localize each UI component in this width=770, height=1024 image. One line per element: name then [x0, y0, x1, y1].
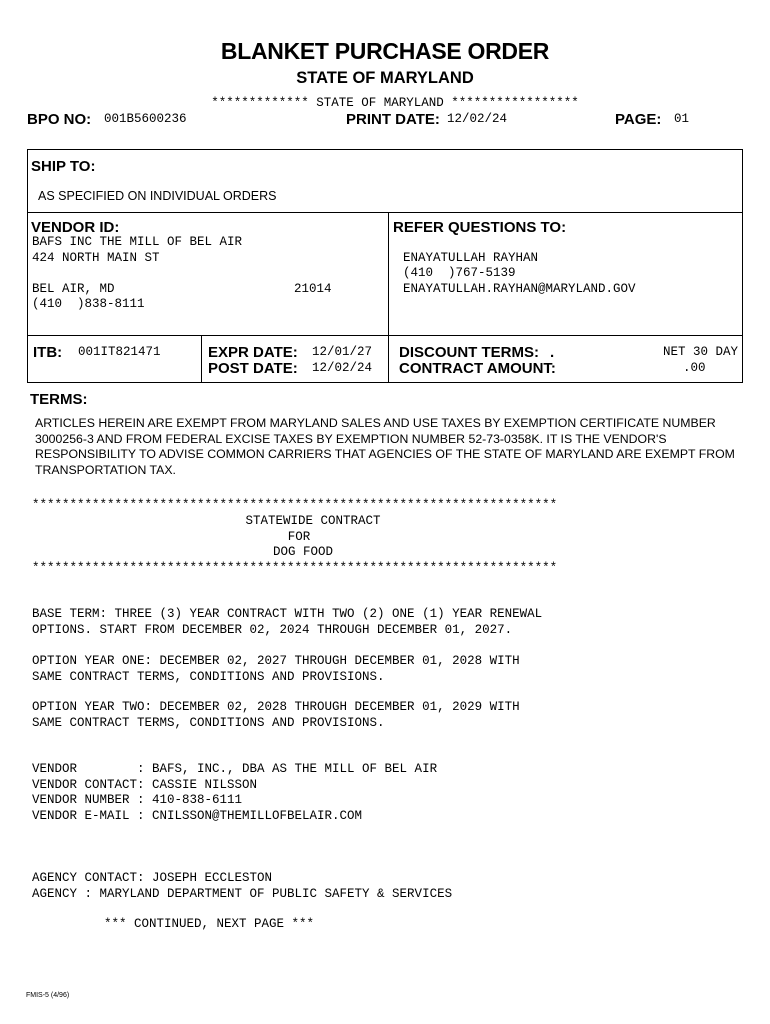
refer-questions-box: [388, 212, 743, 336]
vendor-city: BEL AIR, MD: [32, 282, 115, 296]
stars-divider-bottom: **********************************************************************: [32, 561, 558, 575]
itb-value: 001IT821471: [78, 345, 161, 359]
contract-for: FOR: [287, 530, 311, 544]
itb-box: [27, 335, 202, 383]
vendor-contact-block: VENDOR : BAFS, INC., DBA AS THE MILL OF BEL AIR VENDOR CONTACT: CASSIE NILSSON VENDOR NUMBER : 410-838-6111 VENDOR E-MAIL : CNILSSON@THEMILLOFBELAIR.COM: [32, 762, 438, 823]
discount-terms-dot: .: [550, 344, 555, 361]
stars-divider-top: **********************************************************************: [32, 498, 558, 512]
bpo-value: 001B5600236: [104, 112, 187, 126]
print-date-value: 12/02/24: [447, 112, 508, 126]
state-banner: ************* STATE OF MARYLAND *****************: [211, 96, 579, 110]
agency-contact-block: AGENCY CONTACT: JOSEPH ECCLESTON AGENCY : MARYLAND DEPARTMENT OF PUBLIC SAFETY & SERVICES: [32, 871, 453, 901]
document-subtitle: STATE OF MARYLAND: [296, 69, 474, 87]
terms-body: ARTICLES HEREIN ARE EXEMPT FROM MARYLAND SALES AND USE TAXES BY EXEMPTION CERTIFICATE NUMBER 3000256-3 AND FROM FEDERAL EXCISE TAXES BY EXEMPTION NUMBER 52-73-0358K. IT IS THE VENDOR'S RESPONSIBILITY TO ADVISE COMMON CARRIERS THAT AGENCIES OF THE STATE OF MARYLAND ARE EXEMPT FROM TRANSPORTATION TAX.: [35, 416, 735, 477]
refer-name: ENAYATULLAH RAYHAN: [403, 251, 539, 265]
dates-box: [201, 335, 389, 383]
itb-label: ITB:: [33, 344, 63, 361]
print-date-label: PRINT DATE:: [346, 111, 440, 128]
post-date-label: POST DATE:: [208, 360, 298, 377]
vendor-phone: (410 )838-8111: [32, 297, 145, 311]
form-id: FMIS-5 (4/96): [26, 992, 70, 999]
expr-date-label: EXPR DATE:: [208, 344, 298, 361]
bpo-label: BPO NO:: [27, 111, 92, 128]
contract-subject: DOG FOOD: [272, 545, 333, 559]
discount-box: [388, 335, 743, 383]
vendor-id-label: VENDOR ID:: [31, 219, 120, 236]
page-value: 01: [674, 112, 690, 126]
vendor-name: BAFS INC THE MILL OF BEL AIR: [32, 235, 243, 249]
discount-terms-label: DISCOUNT TERMS:: [399, 344, 539, 361]
vendor-street: 424 NORTH MAIN ST: [32, 251, 160, 265]
option-year-one-text: OPTION YEAR ONE: DECEMBER 02, 2027 THROUGH DECEMBER 01, 2028 WITH SAME CONTRACT TERMS, CONDITIONS AND PROVISIONS.: [32, 654, 520, 684]
refer-questions-label: REFER QUESTIONS TO:: [393, 219, 567, 236]
discount-terms-value: NET 30 DAY: [662, 345, 738, 359]
continued-notice: *** CONTINUED, NEXT PAGE ***: [104, 917, 315, 931]
expr-date-value: 12/01/27: [312, 345, 373, 359]
refer-phone: (410 )767-5139: [403, 266, 516, 280]
terms-label: TERMS:: [30, 391, 88, 408]
base-term-text: BASE TERM: THREE (3) YEAR CONTRACT WITH TWO (2) ONE (1) YEAR RENEWAL OPTIONS. START FROM DECEMBER 02, 2024 THROUGH DECEMBER 01, 2027.: [32, 607, 543, 637]
contract-title: STATEWIDE CONTRACT: [245, 514, 381, 528]
contract-amount-value: .00: [683, 361, 706, 375]
vendor-box: [27, 212, 389, 336]
ship-to-value: AS SPECIFIED ON INDIVIDUAL ORDERS: [38, 189, 277, 203]
refer-email: ENAYATULLAH.RAYHAN@MARYLAND.GOV: [403, 282, 636, 296]
ship-to-label: SHIP TO:: [31, 158, 96, 175]
option-year-two-text: OPTION YEAR TWO: DECEMBER 02, 2028 THROUGH DECEMBER 01, 2029 WITH SAME CONTRACT TERMS, CONDITIONS AND PROVISIONS.: [32, 700, 520, 730]
page-label: PAGE:: [615, 111, 662, 128]
vendor-zip: 21014: [294, 282, 332, 296]
contract-amount-label: CONTRACT AMOUNT:: [399, 360, 556, 377]
document-title: BLANKET PURCHASE ORDER: [220, 38, 550, 64]
post-date-value: 12/02/24: [312, 361, 373, 375]
ship-to-box: [27, 149, 743, 213]
